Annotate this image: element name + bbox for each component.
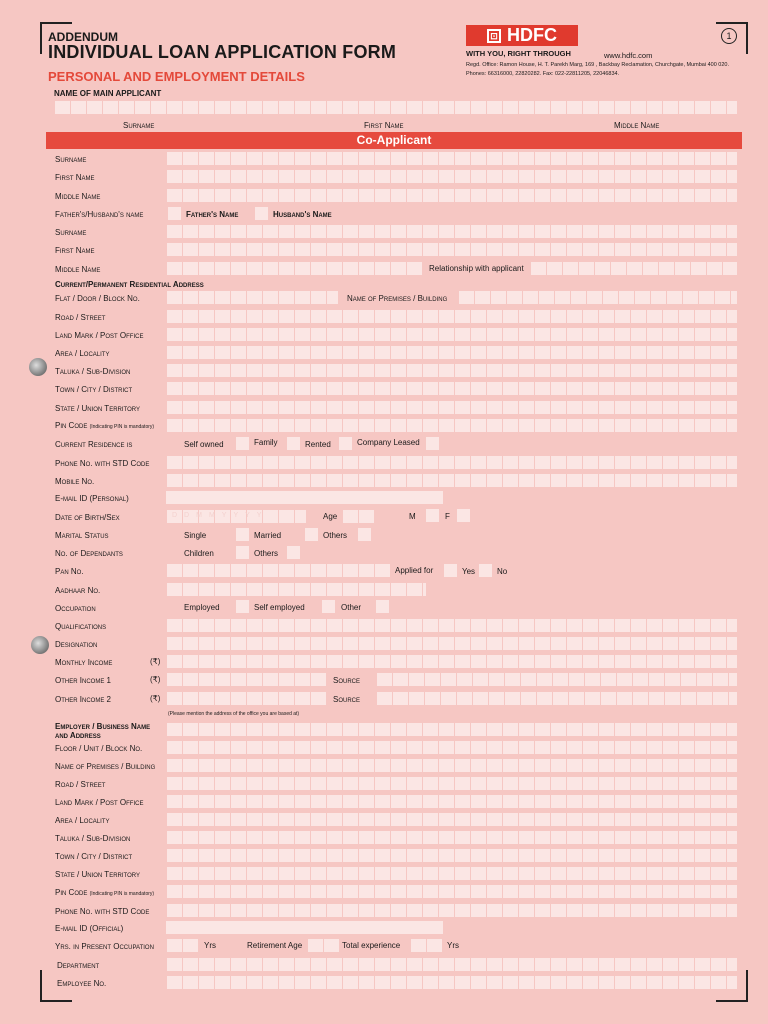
pin-label <box>55 421 154 432</box>
surname2-input[interactable] <box>166 224 737 239</box>
husbands-name-checkbox[interactable] <box>255 207 268 220</box>
single-checkbox[interactable] <box>236 528 249 541</box>
retirement-label: Retirement Age <box>247 941 303 950</box>
others2-box[interactable] <box>287 546 300 559</box>
female-checkbox[interactable] <box>457 509 470 522</box>
designation-label: Designation <box>55 640 98 649</box>
premises2-label: Name of Premises / Building <box>55 762 156 771</box>
flat-label: Flat / Door / Block No. <box>55 294 140 303</box>
relationship-label: Relationship with applicant <box>429 264 524 273</box>
marital-label: Marital Status <box>55 531 109 540</box>
area-label: Area / Locality <box>55 349 110 358</box>
town-input[interactable] <box>166 381 737 396</box>
taluka-label: Taluka / Sub-Division <box>55 367 131 376</box>
department-input[interactable] <box>166 957 737 972</box>
phone2-label: Phone No. with STD Code <box>55 907 150 916</box>
other-checkbox[interactable] <box>376 600 389 613</box>
other-income2-label: Other Income 2 <box>55 695 112 704</box>
other-income1-input[interactable] <box>166 672 326 687</box>
taluka2-input[interactable] <box>166 830 737 845</box>
rented-option: Rented <box>305 440 331 449</box>
source1-label: Source <box>333 676 361 685</box>
employed-option: Employed <box>184 603 220 612</box>
email2-input[interactable] <box>166 920 443 935</box>
main-middlename-caption: Middle Name <box>614 121 660 130</box>
mobile-label: Mobile No. <box>55 477 95 486</box>
punch-hole-icon <box>29 358 47 376</box>
employee-no-label: Employee No. <box>57 979 107 988</box>
employer-label: Employer / Business Name and Address <box>55 722 151 740</box>
flat-input[interactable] <box>166 290 338 305</box>
road2-input[interactable] <box>166 776 737 791</box>
rented-checkbox[interactable] <box>339 437 352 450</box>
age-input[interactable] <box>342 509 374 524</box>
taluka-input[interactable] <box>166 363 737 378</box>
self-owned-option: Self owned <box>184 440 224 449</box>
main-applicant-label: NAME OF MAIN APPLICANT <box>54 89 162 98</box>
total-exp-input[interactable] <box>410 938 442 953</box>
current-residence-label: Current Residence is <box>55 440 133 449</box>
pin-input[interactable] <box>166 418 737 433</box>
no-option: No <box>497 567 508 576</box>
state2-label: State / Union Territory <box>55 870 140 879</box>
others-checkbox[interactable] <box>358 528 371 541</box>
department-label: Department <box>57 961 100 970</box>
family-checkbox[interactable] <box>287 437 300 450</box>
brand-name: HDFC <box>507 25 557 45</box>
yrs2-unit: Yrs <box>447 941 459 950</box>
relationship-input[interactable] <box>530 261 737 276</box>
pin-note: (Indicating PIN is mandatory) <box>89 424 155 430</box>
email2-label: E-mail ID (Official) <box>55 924 124 933</box>
occupation-label: Occupation <box>55 604 96 613</box>
landmark-input[interactable] <box>166 327 737 342</box>
company-leased-option: Company Leased <box>357 438 420 447</box>
other-income2-input[interactable] <box>166 691 326 706</box>
monthly-income-label: Monthly Income <box>55 658 113 667</box>
employed-checkbox[interactable] <box>236 600 249 613</box>
landmark2-input[interactable] <box>166 794 737 809</box>
children-option: Children <box>184 549 214 558</box>
self-owned-checkbox[interactable] <box>236 437 249 450</box>
source2-input[interactable] <box>376 691 737 706</box>
pin2-note: (Indicating PIN is mandatory) <box>89 891 155 897</box>
applied-no-checkbox[interactable] <box>479 564 492 577</box>
male-checkbox[interactable] <box>426 509 439 522</box>
father-husband-label: Father's/Husband's name <box>55 210 144 219</box>
landmark2-label: Land Mark / Post Office <box>55 798 144 807</box>
phone2-input[interactable] <box>166 903 737 918</box>
married-checkbox[interactable] <box>305 528 318 541</box>
middle-name-input[interactable] <box>166 188 737 203</box>
dob-label: Date of Birth/Sex <box>55 513 120 522</box>
female-option: F <box>445 512 450 521</box>
fathers-name-option: Father's Name <box>186 210 239 219</box>
addendum-label: ADDENDUM <box>48 30 118 44</box>
employer-name-input[interactable] <box>166 722 737 737</box>
age-label: Age <box>323 512 338 521</box>
town2-input[interactable] <box>166 848 737 863</box>
qualifications-label: Qualifications <box>55 622 107 631</box>
main-surname-caption: Surname <box>123 121 155 130</box>
pin-label-text: Pin Code <box>55 421 88 430</box>
source2-label: Source <box>333 695 361 704</box>
male-option: M <box>409 512 416 521</box>
rupee-1: (₹) <box>150 657 161 666</box>
phone-label: Phone No. with STD Code <box>55 459 150 468</box>
pin2-label <box>55 888 154 899</box>
area-input[interactable] <box>166 345 737 360</box>
retirement-input[interactable] <box>307 938 339 953</box>
husbands-name-option: Husband's Name <box>273 210 332 219</box>
co-applicant-band: Co-Applicant <box>46 132 742 149</box>
company-leased-checkbox[interactable] <box>426 437 439 450</box>
single-option: Single <box>184 531 207 540</box>
total-exp-label: Total experience <box>342 941 401 950</box>
main-firstname-caption: First Name <box>364 121 404 130</box>
yrs-present-label: Yrs. in Present Occupation <box>55 942 154 951</box>
other-option: Other <box>341 603 362 612</box>
town2-label: Town / City / District <box>55 852 133 861</box>
employee-no-input[interactable] <box>166 975 737 990</box>
aadhaar-label: Aadhaar No. <box>55 586 101 595</box>
monthly-income-input[interactable] <box>166 654 737 669</box>
qualifications-input[interactable] <box>166 618 737 633</box>
office-note: (Please mention the address of the office you are based at) <box>168 711 300 717</box>
main-applicant-name-input[interactable] <box>54 100 737 115</box>
mobile-input[interactable] <box>166 473 737 488</box>
surname2-label: Surname <box>55 228 87 237</box>
middle-name2-label: Middle Name <box>55 265 101 274</box>
section-title: PERSONAL AND EMPLOYMENT DETAILS <box>48 69 305 84</box>
self-employed-checkbox[interactable] <box>322 600 335 613</box>
state-label: State / Union Territory <box>55 404 140 413</box>
applied-yes-checkbox[interactable] <box>444 564 457 577</box>
first-name-label: First Name <box>55 173 95 182</box>
family-option: Family <box>254 438 278 447</box>
children-box[interactable] <box>236 546 249 559</box>
premises-label: Name of Premises / Building <box>347 294 448 303</box>
address-header: Current/Permanent Residential Address <box>55 280 204 289</box>
surname-input[interactable] <box>166 151 737 166</box>
premises-input[interactable] <box>458 290 737 305</box>
premises2-input[interactable] <box>166 758 737 773</box>
married-option: Married <box>254 531 282 540</box>
fathers-name-checkbox[interactable] <box>168 207 181 220</box>
rupee-3: (₹) <box>150 694 161 703</box>
punch-hole-icon <box>31 636 49 654</box>
state-input[interactable] <box>166 400 737 415</box>
landmark-label: Land Mark / Post Office <box>55 331 144 340</box>
source1-input[interactable] <box>376 672 737 687</box>
middle-name2-input[interactable] <box>166 261 422 276</box>
yrs-present-input[interactable] <box>166 938 198 953</box>
road-label: Road / Street <box>55 313 106 322</box>
other-income1-label: Other Income 1 <box>55 676 112 685</box>
pin2-input[interactable] <box>166 884 737 899</box>
aadhaar-input[interactable] <box>166 582 426 597</box>
middle-name-label: Middle Name <box>55 192 101 201</box>
first-name2-input[interactable] <box>166 242 737 257</box>
email-input[interactable] <box>166 490 443 505</box>
state2-input[interactable] <box>166 866 737 881</box>
area2-label: Area / Locality <box>55 816 110 825</box>
applied-for-label: Applied for <box>395 566 434 575</box>
tagline: WITH YOU, RIGHT THROUGH <box>466 49 571 58</box>
dependants-label: No. of Dependants <box>55 549 123 558</box>
others-option: Others <box>323 531 348 540</box>
first-name2-label: First Name <box>55 246 95 255</box>
floor-label: Floor / Unit / Block No. <box>55 744 143 753</box>
rupee-2: (₹) <box>150 675 161 684</box>
hdfc-logo <box>466 25 578 46</box>
floor-input[interactable] <box>166 740 737 755</box>
form-title: INDIVIDUAL LOAN APPLICATION FORM <box>48 42 397 62</box>
website: www.hdfc.com <box>604 51 653 60</box>
hdfc-logo-icon: ⊡ <box>487 29 501 43</box>
town-label: Town / City / District <box>55 385 133 394</box>
area2-input[interactable] <box>166 812 737 827</box>
email-label: E-mail ID (Personal) <box>55 494 129 503</box>
yrs-unit: Yrs <box>204 941 216 950</box>
pan-label: Pan No. <box>55 567 84 576</box>
road-input[interactable] <box>166 309 737 324</box>
phone-input[interactable] <box>166 455 737 470</box>
taluka2-label: Taluka / Sub-Division <box>55 834 131 843</box>
first-name-input[interactable] <box>166 169 737 184</box>
regd-office: Regd. Office: Ramon House, H. T. Parekh Marg, 169 , Backbay Reclamation, Churchgate, Mumbai 400 020. Phones: 66316000, 22820282. Fax: 022-22811205, 22046834. <box>466 62 730 77</box>
dob-placeholder: DDMMYYYY <box>172 512 269 519</box>
page-number: 1 <box>721 28 737 44</box>
others2-option: Others <box>254 549 279 558</box>
surname-label: Surname <box>55 155 87 164</box>
yes-option: Yes <box>462 567 476 576</box>
road2-label: Road / Street <box>55 780 106 789</box>
pin2-label-text: Pin Code <box>55 888 88 897</box>
pan-input[interactable] <box>166 563 390 578</box>
designation-input[interactable] <box>166 636 737 651</box>
self-employed-option: Self employed <box>254 603 305 612</box>
